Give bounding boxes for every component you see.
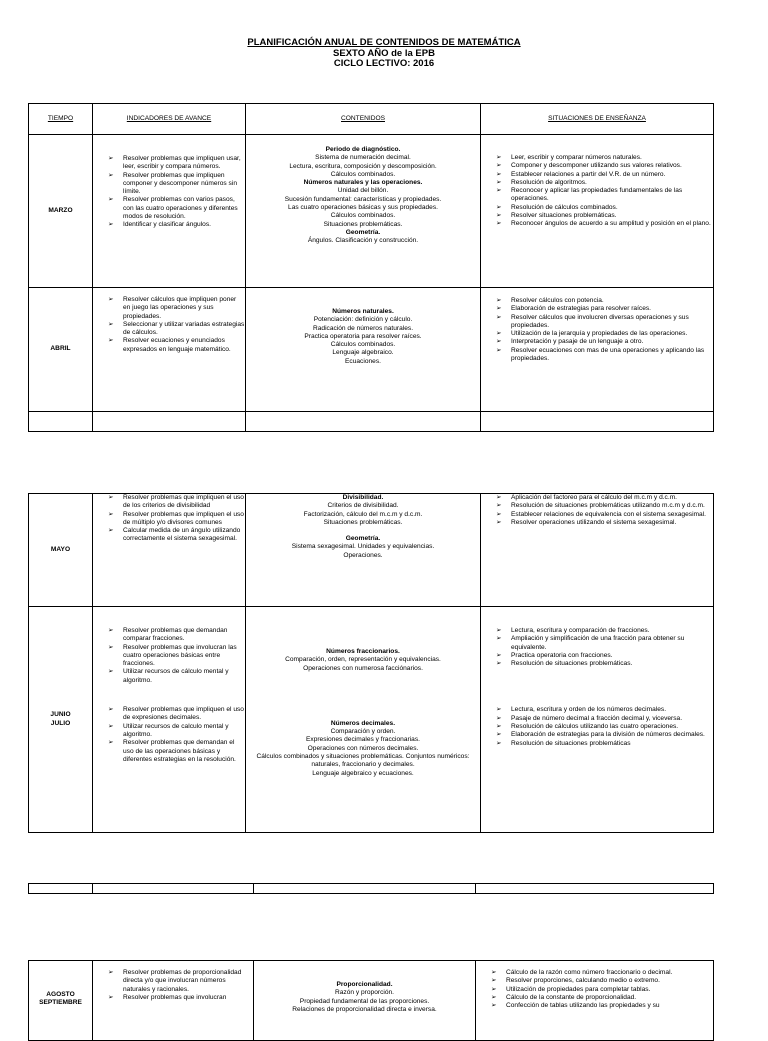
empty-row [29, 884, 714, 894]
content-heading: Geometría. [345, 228, 381, 236]
list-item: ➢ Interpretación y pasaje de un lenguaje a otro. [487, 338, 713, 346]
bullet-list [93, 494, 245, 544]
content-line: Factorización, cálculo del m.c.m y d.c.m. [303, 510, 423, 518]
content-line: Situaciones problemáticas. [323, 220, 403, 228]
header-indicators: INDICADORES DE AVANCE [93, 104, 246, 135]
content-line: Expresiones decimales y fraccionarias. [306, 736, 420, 744]
indicators-cell [93, 607, 246, 833]
table-header-row [29, 104, 714, 135]
list-item: ➢ Leer, escribir y comparar números naturales. [487, 154, 713, 162]
empty-row [29, 412, 714, 432]
list-item: ➢ Utilización de propiedades para completar tablas. [482, 986, 713, 994]
planning-table-3 [28, 960, 714, 1041]
cycle-label: CICLO LECTIVO: 2016 [333, 58, 435, 69]
contents-cell [254, 961, 476, 1041]
situations-cell [481, 607, 714, 833]
list-item: ➢ Resolver cálculos que impliquen poner en juego las operaciones y sus propiedades. [99, 296, 245, 321]
content-heading: Números fraccionarios. [326, 648, 400, 655]
content-line: Cálculos combinados. [330, 212, 396, 220]
content-line: Sistema de numeración decimal. [315, 154, 411, 162]
time-cell: MARZO [29, 135, 93, 288]
content-line: Las cuatro operaciones básicas y sus propiedades. [288, 204, 438, 212]
header-time: TIEMPO [29, 104, 93, 135]
document-title: PLANIFICACIÓN ANUAL DE CONTENIDOS DE MATEMÁTICA [247, 37, 521, 48]
bullet-list [93, 155, 245, 230]
list-item: ➢ Reconocer y aplicar las propiedades fundamentales de las operaciones. [487, 187, 713, 204]
row-abril [29, 288, 714, 412]
spacer-table [28, 883, 714, 894]
list-item: ➢ Resolver problemas que involucran las cuatro operaciones básicas entre fracciones. [99, 644, 245, 669]
grade-label: SEXTO AÑO de la EPB [333, 47, 435, 59]
list-item: ➢ Resolución de situaciones problemáticas. [487, 660, 713, 668]
content-line: Operaciones con numerosa facciónarios. [303, 664, 423, 672]
bullet-list [481, 706, 713, 747]
content-heading: Periodo de diagnóstico. [325, 146, 401, 153]
bullet-list [93, 706, 245, 764]
content-line: Relaciones de proporcionalidad directa e inversa. [292, 1005, 437, 1013]
content-heading: Geometría. [345, 535, 381, 543]
list-item: ➢ Confección de tablas utilizando las propiedades y su [482, 1002, 713, 1010]
content-line [246, 527, 480, 535]
list-item: ➢ Elaboración de estrategias para resolver raíces. [487, 305, 713, 313]
header-contents: CONTENIDOS [246, 104, 481, 135]
list-item: ➢ Lectura, escritura y orden de los números decimales. [487, 706, 713, 714]
contents-cell [246, 135, 481, 288]
contents-cell [246, 494, 481, 607]
list-item: ➢ Resolver problemas que impliquen el uso de los criterios de divisibilidad [99, 494, 245, 511]
time-cell: JUNIO JULIO [29, 607, 93, 833]
content-heading: Números naturales. [332, 308, 394, 315]
content-line: Ángulos. Clasificación y construcción. [307, 237, 419, 245]
content-heading: Divisibilidad. [342, 494, 384, 501]
content-line: Potenciación: definición y cálculo. [313, 316, 413, 324]
list-item: ➢ Resolución de cálculos combinados. [487, 204, 713, 212]
planning-table-1 [28, 103, 714, 432]
content-line: Criterios de divisibilidad. [327, 502, 399, 510]
list-item: ➢ Establecer relaciones a partir del V.R. de un número. [487, 171, 713, 179]
list-item: ➢ Resolver situaciones problemáticas. [487, 212, 713, 220]
indicators-cell [93, 135, 246, 288]
content-line: Razón y proporción. [334, 989, 394, 997]
list-item: ➢ Lectura, escritura y comparación de fracciones. [487, 627, 713, 635]
situations-cell [481, 494, 714, 607]
content-heading: Proporcionalidad. [336, 981, 393, 988]
list-item: ➢ Resolver ecuaciones y enunciados expresados en lenguaje matemático. [99, 337, 245, 354]
content-line: Situaciones problemáticas. [323, 518, 403, 526]
list-item: ➢ Resolver cálculos que involucren diversas operaciones y sus propiedades. [487, 314, 713, 331]
planning-table-2 [28, 493, 714, 833]
list-item: ➢ Resolver ecuaciones con mas de una operaciones y aplicando las propiedades. [487, 347, 713, 364]
list-item: ➢ Resolver problemas que impliquen componer y descomponer números sin límite. [99, 172, 245, 197]
situations-cell [476, 961, 714, 1041]
list-item: ➢ Resolver problemas que impliquen usar, leer, escribir y compara números. [99, 155, 245, 172]
content-line: Sucesión fundamental: características y propiedades. [284, 195, 442, 203]
header-situations: SITUACIONES DE ENSEÑANZA [481, 104, 714, 135]
content-line: Practica operatoria para resolver raíces. [304, 332, 422, 340]
content-line: Operaciones. [343, 551, 383, 559]
list-item: ➢ Componer y descomponer utilizando sus valores relativos. [487, 162, 713, 170]
list-item: ➢ Resolución de cálculos utilizando las cuatro operaciones. [487, 723, 713, 731]
list-item: ➢ Resolver cálculos con potencia. [487, 297, 713, 305]
list-item: ➢ Utilizar recursos de calculo mental y algoritmo. [99, 723, 245, 740]
time-cell: MAYO [29, 494, 93, 607]
bullet-list [481, 494, 713, 527]
bullet-list [481, 154, 713, 229]
list-item: ➢ Ampliación y simplificación de una fracción para obtener su equivalente. [487, 635, 713, 652]
indicators-cell [93, 961, 254, 1041]
row-mayo [29, 494, 714, 607]
list-item: ➢ Utilización de la jerarquía y propiedades de las operaciones. [487, 330, 713, 338]
content-heading: Números naturales y las operaciones. [303, 179, 423, 187]
document-header [0, 38, 768, 70]
list-item: ➢ Practica operatoria con fracciones. [487, 652, 713, 660]
list-item: ➢ Calcular medida de un ángulo utilizando correctamente el sistema sexagesimal. [99, 527, 245, 544]
list-item: ➢ Resolver problemas de proporcionalidad directa y/o que involucran números naturales y racionales. [99, 969, 253, 994]
list-item: ➢ Resolver problemas que demandan el uso de las operaciones básicas y diferentes estrategias en la resolución. [99, 739, 245, 764]
content-line: Cálculos combinados. [330, 341, 396, 349]
content-line: Lenguaje algebraico. [332, 349, 394, 357]
content-line: Operaciones con números decimales. [307, 744, 419, 752]
list-item: ➢ Cálculo de la constante de proporcionalidad. [482, 994, 713, 1002]
list-item: ➢ Seleccionar y utilizar variadas estrategias de cálculos. [99, 321, 245, 338]
bullet-list [481, 297, 713, 363]
time-cell: AGOSTO SEPTIEMBRE [29, 961, 93, 1041]
situations-cell [481, 135, 714, 288]
content-line: Comparación y orden. [330, 728, 396, 736]
time-cell: ABRIL [29, 288, 93, 412]
bullet-list [93, 969, 253, 1002]
row-agosto-septiembre [29, 961, 714, 1041]
list-item: ➢ Elaboración de estrategias para la división de números decimales. [487, 731, 713, 739]
content-line: Lenguaje algebraico y ecuaciones. [312, 769, 414, 777]
list-item: ➢ Resolver proporciones, calculando medio o extremo. [482, 977, 713, 985]
list-item: ➢ Resolver operaciones utilizando el sistema sexagesimal. [487, 519, 713, 527]
indicators-cell [93, 288, 246, 412]
list-item: ➢ Resolver problemas que impliquen el uso de múltiplo y/o divisores comunes [99, 511, 245, 528]
list-item: ➢ Establecer relaciones de equivalencia con el sistema sexagesimal. [487, 511, 713, 519]
list-item: ➢ Resolver problemas con varios pasos, con las cuatro operaciones y diferentes modos de resolución. [99, 196, 245, 221]
bullet-list [93, 296, 245, 354]
bullet-list [481, 627, 713, 668]
content-line: Lectura, escritura, composición y descomposición. [289, 162, 437, 170]
list-item: ➢ Resolución de situaciones problemáticas [487, 740, 713, 748]
list-item: ➢ Resolución de algoritmos. [487, 179, 713, 187]
list-item: ➢ Aplicación del factoreo para el cálculo del m.c.m y d.c.m. [487, 494, 713, 502]
list-item: ➢ Resolver problemas que involucran [99, 994, 253, 1002]
list-item: ➢ Resolver problemas que demandan comparar fracciones. [99, 627, 245, 644]
content-line: Comparación, orden, representación y equivalencias. [285, 656, 441, 664]
list-item: ➢ Reconocer ángulos de acuerdo a su amplitud y posición en el plano. [487, 220, 713, 228]
bullet-list [476, 969, 713, 1010]
content-line: Propiedad fundamental de las proporciones. [299, 997, 430, 1005]
contents-cell [246, 607, 481, 833]
content-line: Cálculos combinados. [330, 170, 396, 178]
list-item: ➢ Identificar y clasificar ángulos. [99, 221, 245, 229]
situations-cell [481, 288, 714, 412]
list-item: ➢ Utilizar recursos de cálculo mental y algoritmo. [99, 668, 245, 685]
bullet-list [93, 627, 245, 685]
content-line: Ecuaciones. [345, 357, 381, 365]
row-marzo [29, 135, 714, 288]
contents-cell [246, 288, 481, 412]
content-line: Unidad del billón. [337, 187, 389, 195]
row-junio-julio [29, 607, 714, 833]
list-item: ➢ Resolver problemas que impliquen el uso de expresiones decimales. [99, 706, 245, 723]
list-item: ➢ Cálculo de la razón como número fraccionario o decimal. [482, 969, 713, 977]
list-item: ➢ Pasaje de número decimal a fracción decimal y, viceversa. [487, 715, 713, 723]
list-item: ➢ Resolución de situaciones problemáticas utilizando m.c.m y d.c.m. [487, 502, 713, 510]
content-line: Cálculos combinados y situaciones problemáticas. Conjuntos numéricos: naturales, fraccionario y decimales. [256, 753, 470, 769]
indicators-cell [93, 494, 246, 607]
content-line: Sistema sexagesimal. Unidades y equivalencias. [291, 543, 435, 551]
content-line: Radicación de números naturales. [312, 324, 414, 332]
content-heading: Números decimales. [330, 719, 396, 727]
